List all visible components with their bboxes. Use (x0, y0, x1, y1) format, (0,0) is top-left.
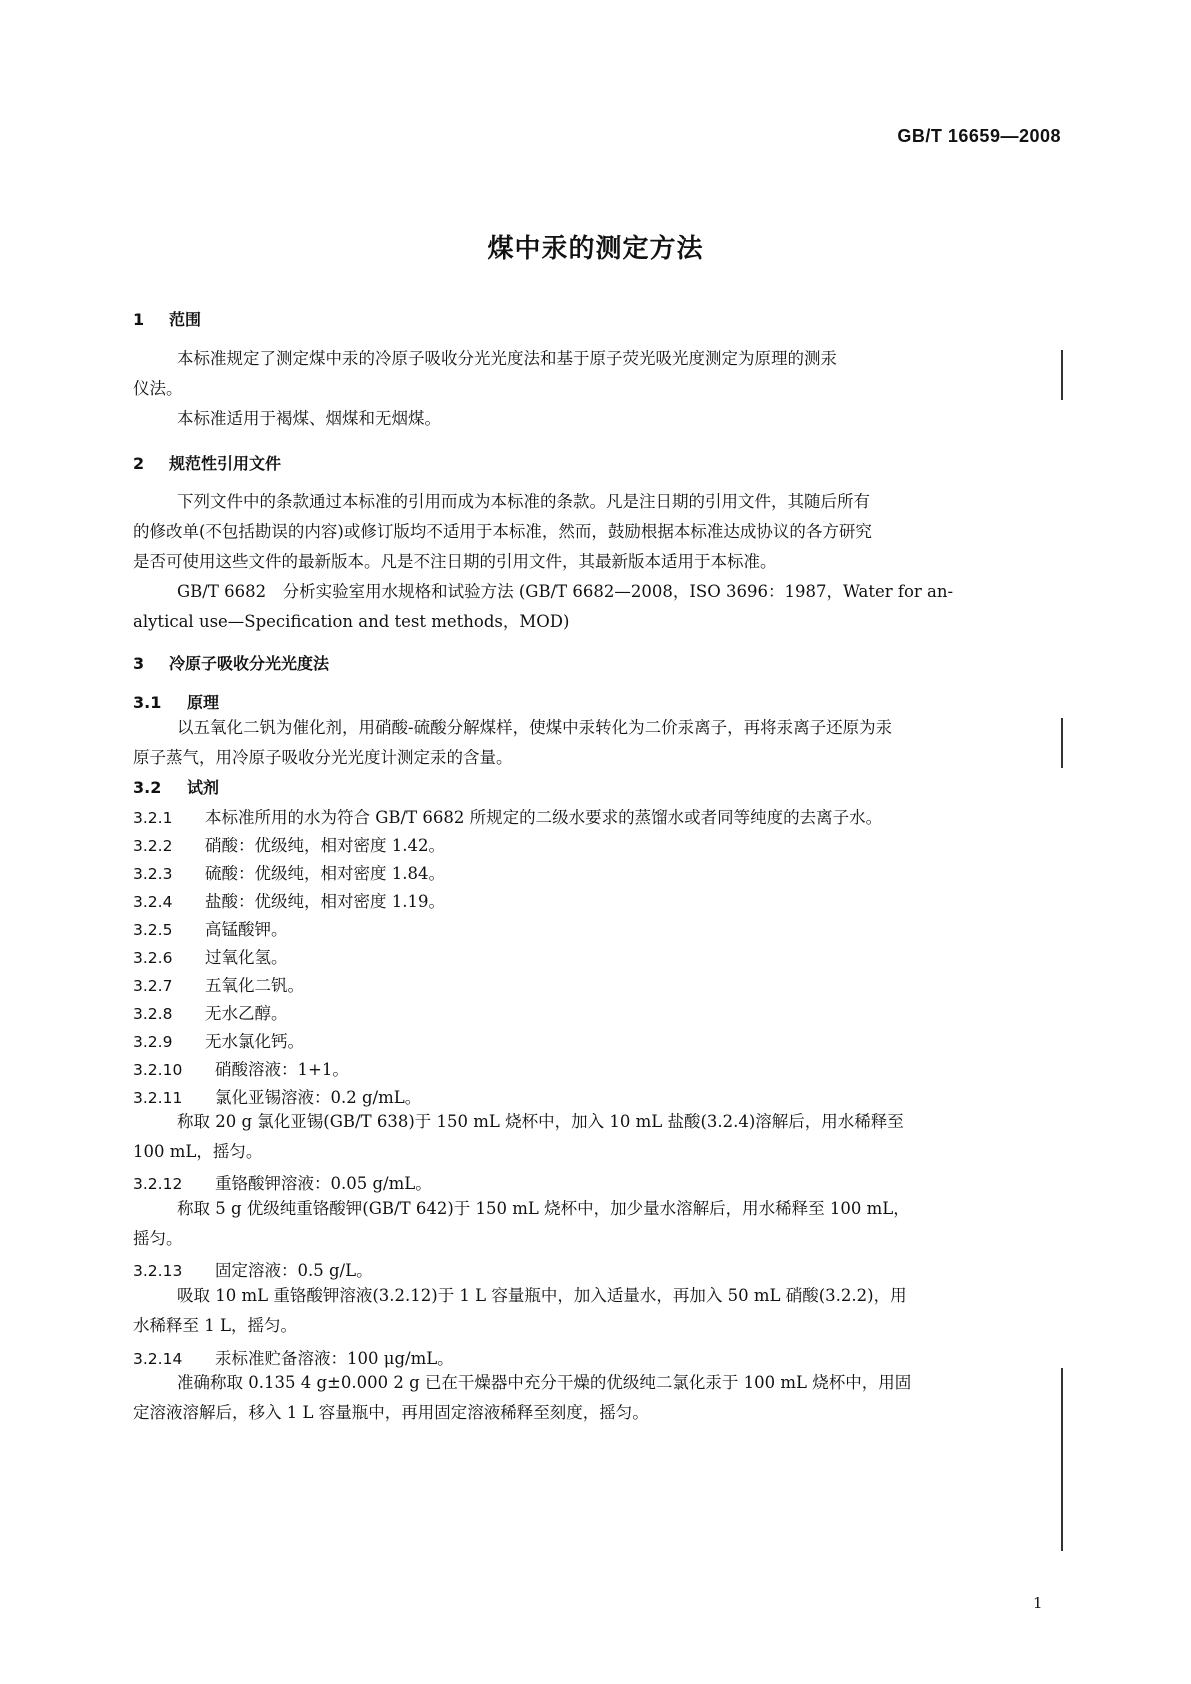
paragraph-line: 下列文件中的条款通过本标准的引用而成为本标准的条款。凡是注日期的引用文件，其随后所有 (177, 492, 870, 511)
section-number: 3.1 (133, 693, 162, 712)
reagent-item (133, 1056, 349, 1080)
item-text: 无水乙醇。 (205, 1004, 288, 1023)
reagent-item (133, 1000, 288, 1024)
paragraph-line: 是否可使用这些文件的最新版本。凡是不注日期的引用文件，其最新版本适用于本标准。 (133, 552, 777, 571)
section-3-1-heading (133, 690, 219, 713)
item-text: 高锰酸钾。 (205, 920, 288, 939)
item-number: 3.2.3 (133, 865, 173, 883)
paragraph-line: 定溶液溶解后，移入 1 L 容量瓶中，再用固定溶液稀释至刻度，摇匀。 (133, 1403, 649, 1422)
reagent-item (133, 944, 288, 968)
item-text: 盐酸：优级纯，相对密度 1.19。 (205, 892, 445, 911)
section-3-1-body (133, 713, 1053, 773)
paragraph-line: 称取 20 g 氯化亚锡(GB/T 638)于 150 mL 烧杯中，加入 10 mL 盐酸(3.2.4)溶解后，用水稀释至 (177, 1112, 904, 1131)
item-text: 汞标准贮备溶液：100 μg/mL。 (215, 1349, 454, 1368)
reagent-item (133, 832, 445, 856)
paragraph-line: 的修改单(不包括勘误的内容)或修订版均不适用于本标准，然而，鼓励根据本标准达成协议的各方研究 (133, 522, 872, 541)
reagent-item (133, 916, 288, 940)
paragraph-line: 称取 5 g 优级纯重铬酸钾(GB/T 642)于 150 mL 烧杯中，加少量水溶解后，用水稀释至 100 mL， (177, 1199, 910, 1218)
paragraph-line: 仪法。 (133, 379, 183, 398)
item-text: 固定溶液：0.5 g/L。 (215, 1261, 373, 1280)
section-1-body (133, 344, 1053, 434)
item-number: 3.2.2 (133, 837, 173, 855)
item-number: 3.2.4 (133, 893, 173, 911)
section-number: 3 (133, 654, 145, 673)
item-3-2-12-body (133, 1194, 1053, 1254)
item-number: 3.2.13 (133, 1262, 183, 1280)
item-number: 3.2.1 (133, 809, 173, 827)
item-3-2-14-body (133, 1368, 1053, 1428)
reference-line: alytical use—Specification and test methods，MOD) (133, 612, 570, 631)
item-number: 3.2.8 (133, 1005, 173, 1023)
paragraph-line: 以五氧化二钒为催化剂，用硝酸-硫酸分解煤样，使煤中汞转化为二价汞离子，再将汞离子还原为汞 (177, 718, 893, 737)
item-number: 3.2.7 (133, 977, 173, 995)
item-text: 硝酸溶液：1+1。 (215, 1060, 349, 1079)
reagent-item (133, 1028, 304, 1052)
revision-bar (1061, 718, 1063, 768)
item-number: 3.2.11 (133, 1089, 183, 1107)
item-number: 3.2.14 (133, 1350, 183, 1368)
reagent-item (133, 1170, 432, 1194)
revision-bar (1061, 1368, 1063, 1551)
item-text: 硫酸：优级纯，相对密度 1.84。 (205, 864, 445, 883)
section-title: 原理 (187, 693, 220, 712)
paragraph-line: 准确称取 0.135 4 g±0.000 2 g 已在干燥器中充分干燥的优级纯二氯化汞于 100 mL 烧杯中，用固 (177, 1373, 912, 1392)
item-number: 3.2.5 (133, 921, 173, 939)
reagent-item (133, 1345, 454, 1369)
section-1-heading (133, 307, 201, 330)
reagent-item (133, 804, 882, 828)
reagent-item (133, 888, 445, 912)
section-title: 冷原子吸收分光光度法 (169, 654, 330, 673)
reagent-item (133, 1257, 373, 1281)
section-number: 1 (133, 310, 145, 329)
item-3-2-13-body (133, 1281, 1053, 1341)
section-number: 2 (133, 454, 145, 473)
section-title: 范围 (169, 310, 202, 329)
document-title: 煤中汞的测定方法 (487, 234, 704, 264)
paragraph-line: 本标准规定了测定煤中汞的冷原子吸收分光光度法和基于原子荧光吸光度测定为原理的测汞 (177, 349, 837, 368)
paragraph-line: 100 mL，摇匀。 (133, 1142, 263, 1161)
item-3-2-11-body (133, 1107, 1053, 1167)
item-text: 过氧化氢。 (205, 948, 288, 967)
revision-bar (1061, 350, 1063, 400)
item-number: 3.2.9 (133, 1033, 173, 1051)
section-3-2-heading (133, 775, 219, 798)
section-title: 试剂 (187, 778, 220, 797)
item-text: 氯化亚锡溶液：0.2 g/mL。 (215, 1088, 422, 1107)
paragraph-line: 本标准适用于褐煤、烟煤和无烟煤。 (177, 409, 441, 428)
item-text: 重铬酸钾溶液：0.05 g/mL。 (215, 1174, 432, 1193)
reagent-item (133, 860, 445, 884)
paragraph-line: 摇匀。 (133, 1229, 183, 1248)
item-number: 3.2.12 (133, 1175, 183, 1193)
section-2-body (133, 487, 1053, 637)
item-number: 3.2.6 (133, 949, 173, 967)
item-text: 本标准所用的水为符合 GB/T 6682 所规定的二级水要求的蒸馏水或者同等纯度的去离子水。 (205, 808, 883, 827)
item-number: 3.2.10 (133, 1061, 183, 1079)
paragraph-line: 吸取 10 mL 重铬酸钾溶液(3.2.12)于 1 L 容量瓶中，加入适量水，再加入 50 mL 硝酸(3.2.2)，用 (177, 1286, 907, 1305)
reference-line: GB/T 6682 分析实验室用水规格和试验方法 (GB/T 6682—2008，ISO 3696：1987，Water for an- (177, 582, 954, 601)
reagent-item (133, 1084, 421, 1108)
section-2-heading (133, 451, 281, 474)
item-text: 五氧化二钒。 (205, 976, 304, 995)
item-text: 硝酸：优级纯，相对密度 1.42。 (205, 836, 445, 855)
section-number: 3.2 (133, 778, 162, 797)
page-number: 1 (1033, 1594, 1043, 1612)
section-title: 规范性引用文件 (169, 454, 282, 473)
section-3-heading (133, 651, 329, 674)
item-text: 无水氯化钙。 (205, 1032, 304, 1051)
paragraph-line: 水稀释至 1 L，摇匀。 (133, 1316, 297, 1335)
paragraph-line: 原子蒸气，用冷原子吸收分光光度计测定汞的含量。 (133, 748, 513, 767)
standard-number: GB/T 16659—2008 (897, 126, 1061, 146)
reagent-item (133, 972, 304, 996)
